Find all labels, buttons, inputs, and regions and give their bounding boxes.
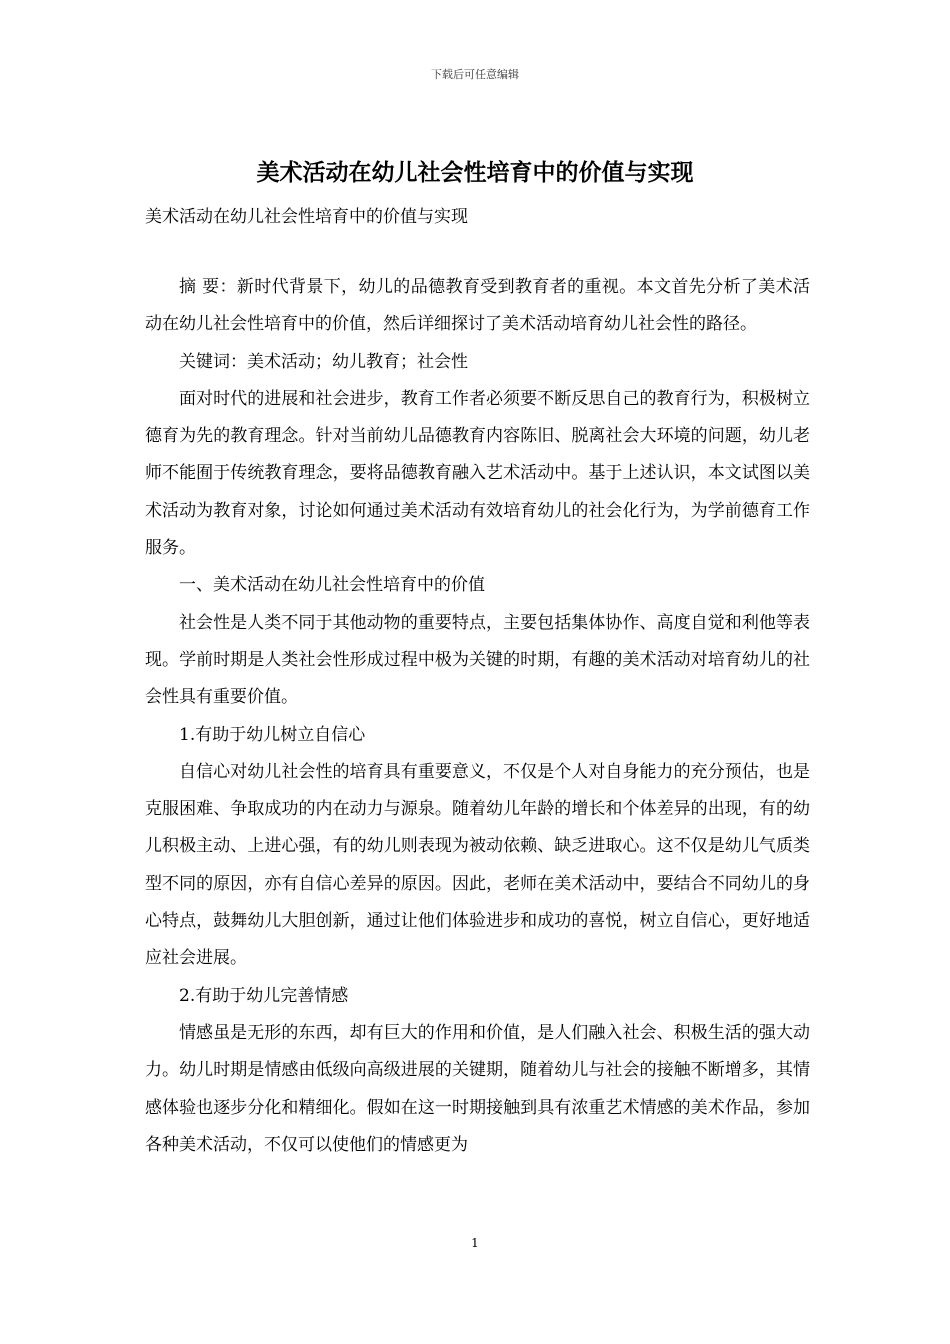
subsection-paragraph: 自信心对幼儿社会性的培育具有重要意义，不仅是个人对自身能力的充分预估，也是克服困难、争取成功的内在动力与源泉。随着幼儿年龄的增长和个体差异的出现，有的幼儿积极主动、上进心强，有的幼儿则表现为被动依赖、缺乏进取心。这不仅是幼儿气质类型不同的原因，亦有自信心差异的原因。因此，老师在美术活动中，要结合不同幼儿的身心特点，鼓舞幼儿大胆创新，通过让他们体验进步和成功的喜悦，树立自信心，更好地适应社会进展。 <box>145 761 810 969</box>
subsection-heading: 2.有助于幼儿完善情感 <box>179 985 349 1006</box>
abstract-paragraph: 摘 要：新时代背景下，幼儿的品德教育受到教育者的重视。本文首先分析了美术活动在幼儿社会性培育中的价值，然后详细探讨了美术活动培育幼儿社会性的路径。 <box>145 277 810 335</box>
document-body <box>145 269 810 1164</box>
download-note: 下载后可任意编辑 <box>431 68 519 81</box>
keywords-line: 关键词：美术活动；幼儿教育；社会性 <box>179 351 468 372</box>
page-subtitle: 美术活动在幼儿社会性培育中的价值与实现 <box>145 207 468 227</box>
subsection-paragraph: 情感虽是无形的东西，却有巨大的作用和价值，是人们融入社会、积极生活的强大动力。幼儿时期是情感由低级向高级进展的关键期，随着幼儿与社会的接触不断增多，其情感体验也逐步分化和精细化。假如在这一时期接触到具有浓重艺术情感的美术作品，参加各种美术活动，不仅可以使他们的情感更为 <box>145 1022 810 1155</box>
subsection-heading: 1.有助于幼儿树立自信心 <box>179 724 366 745</box>
page-number: 1 <box>471 1236 479 1250</box>
section-paragraph: 社会性是人类不同于其他动物的重要特点，主要包括集体协作、高度自觉和利他等表现。学前时期是人类社会性形成过程中极为关键的时期，有趣的美术活动对培育幼儿的社会性具有重要价值。 <box>145 612 810 708</box>
page-title: 美术活动在幼儿社会性培育中的价值与实现 <box>256 160 694 186</box>
section-heading: 一、美术活动在幼儿社会性培育中的价值 <box>179 575 485 596</box>
intro-paragraph: 面对时代的进展和社会进步，教育工作者必须要不断反思自己的教育行为，积极树立德育为先的教育理念。针对当前幼儿品德教育内容陈旧、脱离社会大环境的问题，幼儿老师不能囿于传统教育理念，要将品德教育融入艺术活动中。基于上述认识，本文试图以美术活动为教育对象，讨论如何通过美术活动有效培育幼儿的社会化行为，为学前德育工作服务。 <box>145 388 810 559</box>
